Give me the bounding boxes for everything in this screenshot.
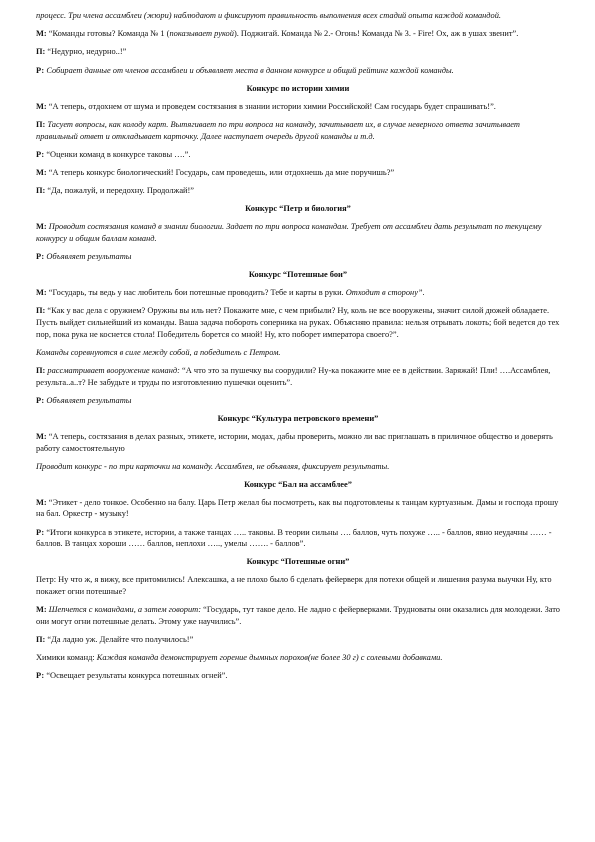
speaker-label: П: [36,306,46,316]
stage-direction-text: Команды соревнуются в силе между собой, а победитель с Петром. [36,347,281,357]
speaker-label: П: [36,634,46,644]
dialogue-text: “Да ладно уж. Делайте что получилось!” [45,634,194,644]
paragraph [36,251,560,263]
stage-direction-text: Объявляет результаты [44,252,132,262]
stage-direction-text: Проводит состязания команд в знании биологии. Задает по три вопроса командам. Требует от ассамблеи дать результат по текущему конкурсу и общим баллам команд. [36,222,542,243]
speaker-label: Р: [36,252,45,262]
dialogue-text: ). Поджигай. Команда № 2.- Огонь! Команда № 3. - Fire! Ох, аж в ушах звенит”. [233,29,519,39]
stage-direction-text: рассматривает вооружение команд: [45,365,182,375]
dialogue-text: Петр: Ну что ж, я вижу, все притомились! Алексашка, а не плохо было б сделать фейерверк для потехи общей и лишения разума выучки Ну, кто покажет огни потешные? [36,575,552,596]
dialogue-text: “Оценки команд в конкурсе таковы ….”. [44,149,191,159]
speaker-label: Р: [36,65,45,75]
speaker-label: Р: [36,149,45,159]
section-heading [36,556,560,568]
paragraph [36,365,560,388]
paragraph [36,527,560,550]
paragraph [36,287,560,299]
dialogue-text: Конкурс “Бал на ассамблее” [244,479,352,489]
paragraph [36,149,560,161]
paragraph [36,461,560,473]
dialogue-text: “Как у вас дела с оружием? Оружны вы иль нет? Покажите мне, с чем прибыли? Ну, коль не все вооружены, значит силой дюжей обладаете. Пусть выйдет сильнейший из команды. Ваша задача побороть соперника на руках. Объясняю правила: нельзя отрывать локоть; бой ведется до тех пор, пока рука не коснется стола! Победитель борется со мной! Ну, кто поборет императора своего?”. [36,306,560,339]
paragraph [36,670,560,682]
document-page [36,10,560,689]
stage-direction-text: Проводит конкурс - по три карточки на команду. Ассамблея, не объявляя, фиксирует результаты. [36,461,390,471]
paragraph [36,101,560,113]
dialogue-text: Конкурс по истории химии [246,83,350,93]
dialogue-text: Химики команд: [36,653,97,663]
stage-direction-text: процесс. Три члена ассамблеи (жюри) наблюдают и фиксируют правильность выполнения всех стадий опыта каждой командой. [36,11,502,20]
speaker-label: М: [36,101,47,111]
dialogue-text: “Этикет - дело тонкое. Особенно на балу. Царь Петр желал бы посмотреть, как вы подготовлены к танцам куртуазным. Дамы и господа прошу на бал. Оркестр - музыку! [36,497,559,519]
speaker-label: П: [36,365,46,375]
dialogue-text: “Государь, тут такое дело. Не ладно с фейерверками. Трудноваты они оказались для молодежи. Зато они могут огни потешные делать. Этому уже научились”. [36,605,560,626]
dialogue-text: “Итоги конкурса в этикете, истории, а также танцах ….. таковы. В теории сильны …. баллов, чуть похуже ….. - баллов, явно неудачны …… - баллов. В танцах хороши …… баллов, неплохи ….., умелы ……. - баллов”. [36,527,552,549]
paragraph [36,167,560,179]
paragraph [36,347,560,359]
paragraph [36,305,560,340]
dialogue-text: “А теперь, состязания в делах разных, этикете, истории, модах, дабы проверить, можно ли вас приглашать в приличное общество и доверять работу самостоятельную [36,431,553,453]
dialogue-text: “А что это за пушечку вы соорудили? Ну-ка покажите мне ее в действии. Заряжай! Пли! ….Ассамблея, результа..а..т? Не забудьте и труды по изготовлению пушечки оценить”. [36,365,551,387]
paragraph [36,395,560,407]
stage-direction-text: Каждая команда демонстрирует горение дымных порохов(не более 30 г) с солевыми добавками. [96,653,443,663]
dialogue-text: “Да, пожалуй, и передохну. Продолжай!” [45,186,195,196]
dialogue-text: Конкурс “Культура петровского времени” [217,413,379,423]
paragraph [36,65,560,77]
paragraph [36,185,560,197]
section-heading [36,83,560,95]
paragraph [36,574,560,597]
dialogue-text: “А теперь, отдохнем от шума и проведем состязания в знании истории химии Российской! Сам государь будет спрашивать!”. [46,101,496,111]
section-heading [36,479,560,491]
dialogue-text: Конкурс “Петр и биология” [245,204,351,214]
section-heading [36,269,560,281]
speaker-label: П: [36,47,46,57]
paragraph [36,10,560,22]
speaker-label: П: [36,186,46,196]
paragraph [36,28,560,40]
paragraph [36,46,560,58]
paragraph [36,221,560,244]
paragraph [36,431,560,454]
speaker-label: Р: [36,671,45,681]
dialogue-text: Конкурс “Потешные огни” [246,557,350,567]
stage-direction-text: Объявляет результаты [44,395,132,405]
paragraph [36,119,560,142]
speaker-label: Р: [36,395,45,405]
stage-direction-text: Собирает данные от членов ассамблеи и объявляет места в данном конкурсе и общий рейтинг каждой команды. [44,65,454,75]
dialogue-text: Конкурс “Потешные бои” [248,270,348,280]
section-heading [36,413,560,425]
dialogue-text: “Освещает результаты конкурса потешных огней”. [44,671,228,681]
paragraph [36,604,560,627]
speaker-label: П: [36,119,46,129]
paragraph [36,652,560,664]
speaker-label: М: [36,497,47,507]
stage-direction-text: Шепчется с командами, а затем говорит: [46,605,202,615]
speaker-label: М: [36,29,47,39]
speaker-label: М: [36,288,47,298]
speaker-label: М: [36,222,47,232]
paragraph [36,497,560,520]
speaker-label: М: [36,431,47,441]
dialogue-text: “Недурно, недурно..!” [45,47,127,57]
paragraph [36,634,560,646]
dialogue-text: “Команды готовы? Команда № 1 ( [46,29,170,39]
section-heading [36,203,560,215]
stage-direction-text: Тасует вопросы, как колоду карт. Вытягивает по три вопроса на команду, зачитывает их, в случае неверного ответа зачитывает правильный ответ и откладывает карточку. Далее наступает очередь другой команды и т.д. [36,119,520,141]
speaker-label: Р: [36,527,45,537]
stage-direction-text: показывает рукой [169,29,234,39]
dialogue-text: “Государь, ты ведь у нас любитель бои потешные проводить? Тебе и карты в руки. [46,288,346,298]
speaker-label: М: [36,605,47,615]
dialogue-text: “А теперь конкурс биологический! Государь, сам проведешь, или отдохнешь да мне поручишь?” [46,167,395,177]
speaker-label: М: [36,167,47,177]
stage-direction-text: Отходит в сторону”. [345,288,425,298]
